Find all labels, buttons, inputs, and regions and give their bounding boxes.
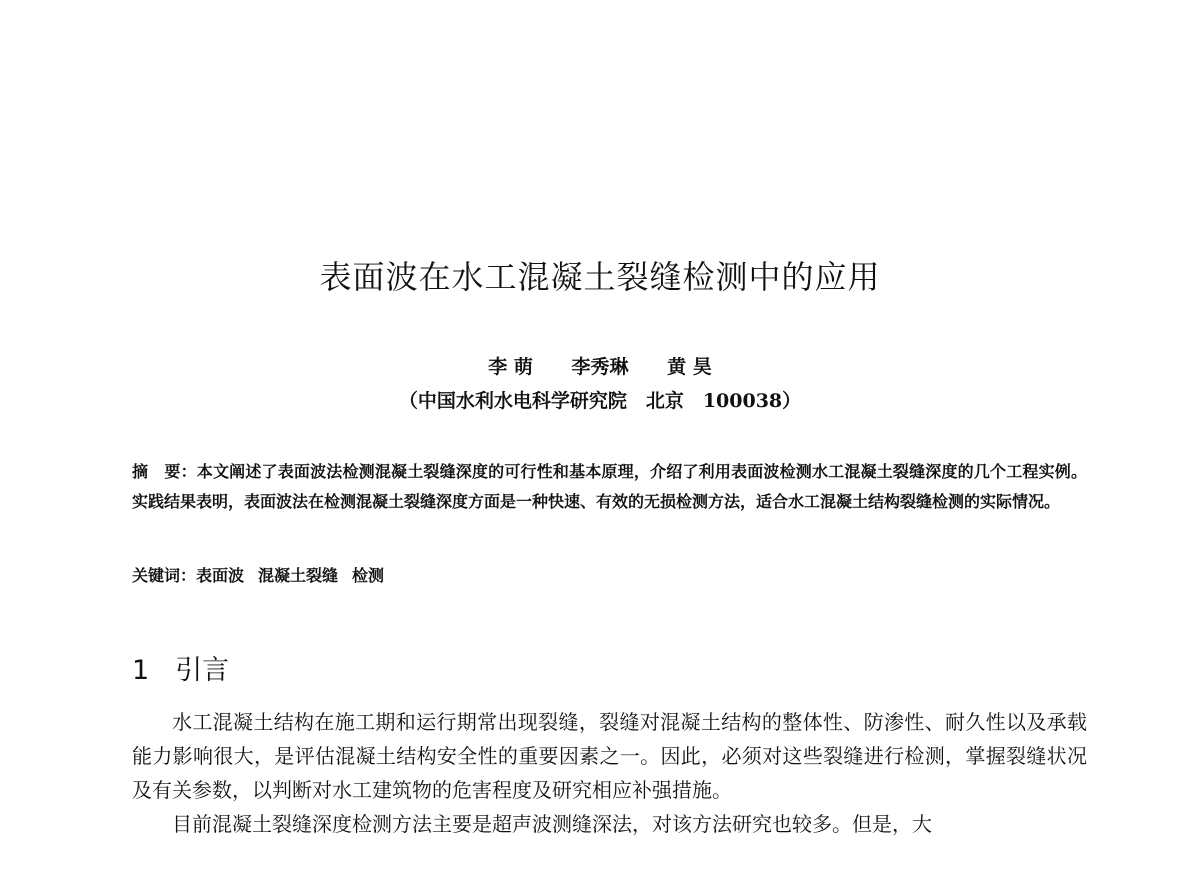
section-number: 1 [132,655,150,686]
affiliation: （中国水利水电科学研究院 北京 100038） [398,390,802,412]
paragraph: 目前混凝土裂缝深度检测方法主要是超声波测缝深法，对该方法研究也较多。但是，大 [172,812,932,836]
abstract [132,457,1087,517]
author-name: 李 萌 [488,356,533,378]
author-list [0,352,1200,379]
keyword: 混凝土裂缝 [258,566,339,585]
keywords [132,563,1087,586]
section-title: 引言 [175,655,230,686]
keywords-label: 关键词： [132,566,197,585]
keyword: 检测 [352,566,385,585]
section-heading [132,648,229,687]
body-text [132,705,1087,841]
author-name: 李秀琳 [571,356,629,378]
author-name: 黄 昊 [667,356,712,378]
paragraph: 水工混凝土结构在施工期和运行期常出现裂缝，裂缝对混凝土结构的整体性、防渗性、耐久性以及承载能力影响很大，是评估混凝土结构安全性的重要因素之一。因此，必须对这些裂缝进行检测，掌握裂缝状况及有关参数，以判断对水工建筑物的危害程度及研究相应补强措施。 [132,710,1087,802]
abstract-text: 本文阐述了表面波法检测混凝土裂缝深度的可行性和基本原理，介绍了利用表面波检测水工混凝土裂缝深度的几个工程实例。实践结果表明，表面波法在检测混凝土裂缝深度方面是一种快速、有效的无损检测方法，适合水工混凝土结构裂缝检测的实际情况。 [132,462,1087,511]
paper-title: 表面波在水工混凝土裂缝检测中的应用 [319,258,881,296]
keyword: 表面波 [196,566,245,585]
abstract-label: 摘 要： [132,462,197,481]
